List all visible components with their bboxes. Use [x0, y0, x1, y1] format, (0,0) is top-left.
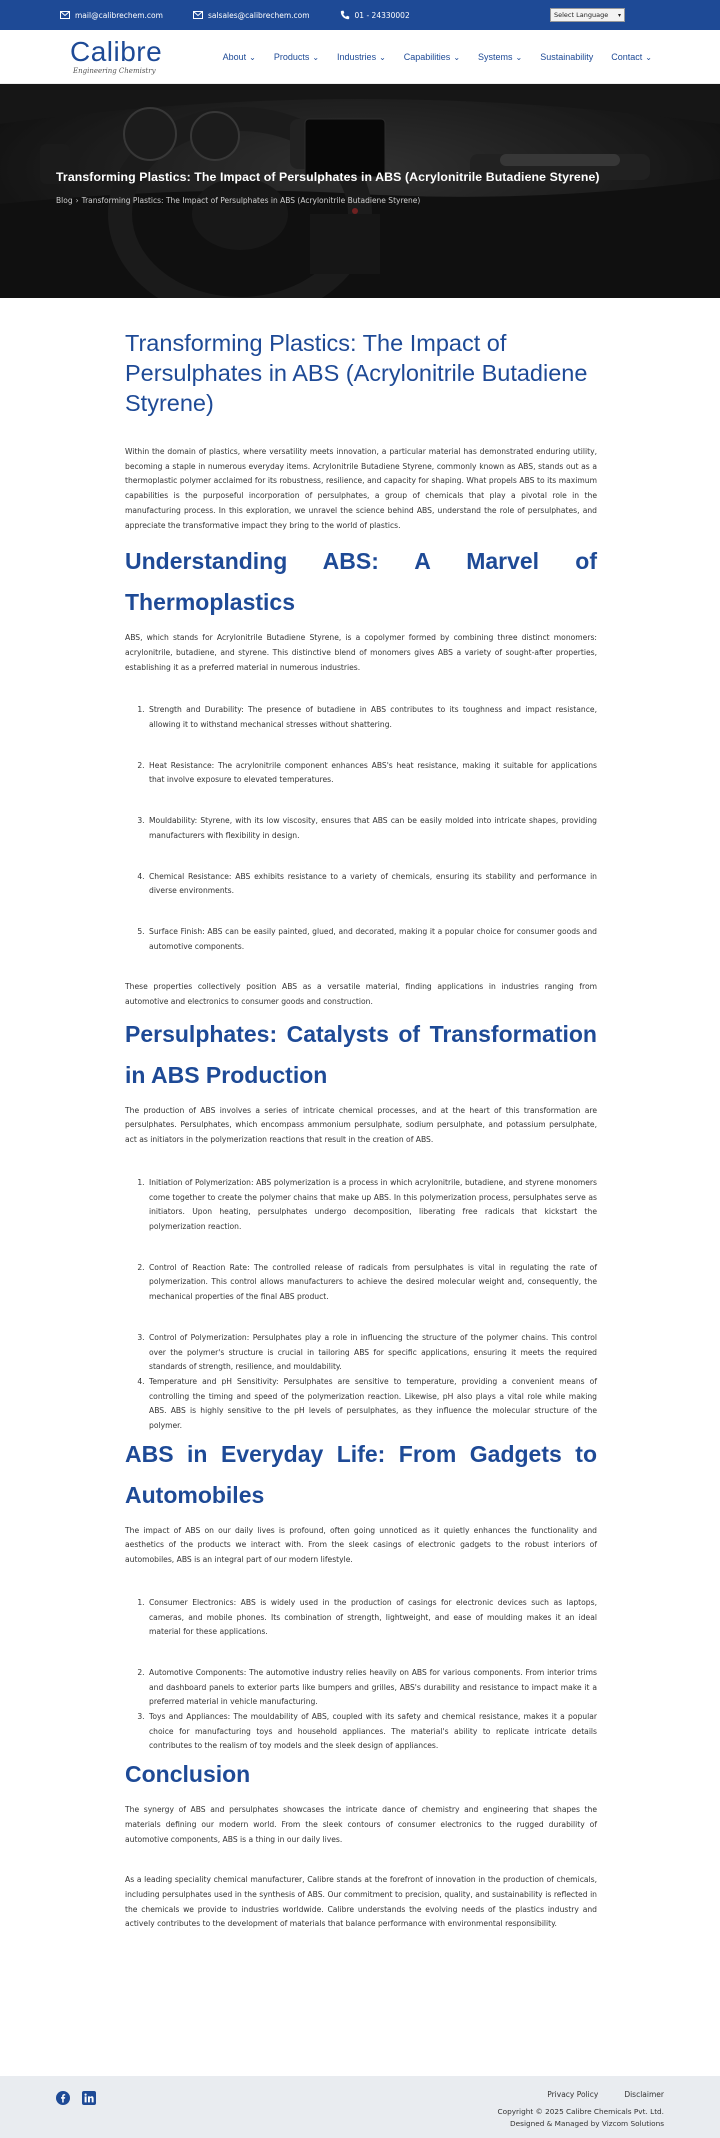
nav-menu [205, 30, 652, 84]
email-text-1: mail@calibrechem.com [75, 10, 163, 20]
section-heading-everyday-life: ABS in Everyday Life: From Gadgets to Automobiles [125, 1440, 597, 1508]
chevron-down-icon: ⌄ [645, 52, 652, 62]
nav-item-label: Sustainability [540, 52, 594, 62]
mail-icon [193, 10, 203, 20]
privacy-policy-link[interactable]: Privacy Policy [547, 2090, 599, 2099]
credit-text: Designed & Managed by Vizcom Solutions [510, 2119, 664, 2128]
list-item: 4. Temperature and pH Sensitivity: Persulphates are sensitive to temperature, providing a convenient means of controlling the timing and speed of the polymerization reaction. Likewise, pH also plays a vital role while making ABS. ABS is highly sensitive to the pH levels of persulphates, as they influence the molecular structure of the polymer. [147, 1375, 597, 1434]
hero-overlay [0, 84, 720, 298]
social-links [56, 2090, 108, 2104]
section-paragraph: The synergy of ABS and persulphates showcases the intricate dance of chemistry and engineering that shapes the materials defining our modern world. From the sleek contours of consumer electronics to the rugged durability of automotive components, ABS is a thing in our daily lives. [125, 1805, 597, 1844]
list-item: 3. Mouldability: Styrene, with its low viscosity, ensures that ABS can be easily molded into intricate shapes, providing manufacturers with flexibility in design. [147, 814, 597, 843]
footer-copyright [498, 2106, 664, 2130]
language-select-label: Select Language [554, 11, 609, 19]
chevron-down-icon: ⌄ [312, 52, 320, 62]
nav-item-label: Systems [478, 52, 513, 62]
breadcrumb-current: Transforming Plastics: The Impact of Persulphates in ABS (Acrylonitrile Butadiene Styrene) [81, 196, 421, 205]
nav-item-about[interactable] [223, 52, 256, 62]
section-paragraph: The production of ABS involves a series of intricate chemical processes, and at the heart of this transformation are persulphates. Persulphates, which encompass ammonium persulphate, sodium persulphate, and potassium persulphate, act as initiators in the polymerization reactions that result in the creation of ABS. [125, 1105, 597, 1145]
list-item: 3. Toys and Appliances: The mouldability of ABS, coupled with its safety and chemical resistance, makes it a popular choice for manufacturing toys and household appliances. The material's ability to replicate intricate details contributes to the realism of toy models and the sleek design of appliances. [147, 1710, 597, 1754]
article-content [125, 298, 597, 1932]
nav-item-label: About [222, 52, 247, 62]
hero-banner [0, 84, 720, 298]
list-item: 1. Strength and Durability: The presence of butadiene in ABS contributes to its toughness and impact resistance, allowing it to withstand mechanical stresses without shattering. [147, 703, 597, 732]
section-heading-persulphates: Persulphates: Catalysts of Transformation in ABS Production [125, 1020, 597, 1088]
section-paragraph: The impact of ABS on our daily lives is profound, often going unnoticed as it quietly enhances the functionality and aesthetics of the products we interact with. From the sleek casings of electronic gadgets to the robust interiors of automobiles, ABS is an integral part of our modern lifestyle. [125, 1525, 597, 1565]
breadcrumb [56, 196, 420, 205]
article-title: Transforming Plastics: The Impact of Persulphates in ABS (Acrylonitrile Butadiene Styrene) [125, 330, 588, 416]
nav-item-industries[interactable] [337, 52, 386, 62]
chevron-down-icon: ⌄ [453, 52, 461, 62]
section-paragraph: As a leading speciality chemical manufacturer, Calibre stands at the forefront of innovation in the production of chemicals, including persulphates used in the synthesis of ABS. Our commitment to precision, quality, and sustainability is reflected in the chemicals we provide to industries worldwide. Calibre understands the evolving needs of the plastics industry and actively contributes to the development of materials that balance performance with environmental responsibility. [125, 1875, 597, 1929]
list-item: 1. Initiation of Polymerization: ABS polymerization is a process in which acrylonitrile, butadiene, and styrene monomers come together to create the polymer chains that make up ABS. In this polymerization process, persulphates serve as initiators. Upon heating, persulphates undergo decomposition, liberating free radicals that kickstart the polymerization reaction. [147, 1176, 597, 1235]
article-intro: Within the domain of plastics, where versatility meets innovation, a particular material has demonstrated enduring utility, becoming a staple in numerous everyday items. Acrylonitrile Butadiene Styrene, commonly known as ABS, stands out as a thermoplastic polymer acclaimed for its robustness, resilience, and capacity for shaping. What propels ABS to its maximum capabilities is the purposeful incorporation of persulphates, a group of chemicals that play a pivotal role in the manufacturing process. In this exploration, we unravel the science behind ABS, understand the role of persulphates, and appreciate the transformative impact they bring to the world of plastics. [125, 447, 597, 530]
list-item: 3. Control of Polymerization: Persulphates play a role in influencing the structure of the polymer chains. This control over the polymer's structure is crucial in tailoring ABS for specific applications, ensuring it meets the required standards of strength, resilience, and mouldability. [147, 1331, 597, 1375]
facebook-icon[interactable] [56, 2090, 70, 2104]
nav-item-contact[interactable] [611, 52, 652, 62]
persulphate-roles-list [147, 1176, 597, 1434]
section-heading-understanding-abs: Understanding ABS: A Marvel of Thermoplastics [125, 548, 597, 616]
nav-item-capabilities[interactable] [404, 52, 460, 62]
email-link-2[interactable] [193, 10, 310, 20]
phone-link[interactable] [340, 10, 410, 20]
list-item: 2. Control of Reaction Rate: The controlled release of radicals from persulphates is vital in regulating the rate of polymerization. This control allows manufacturers to achieve the desired molecular weight and, consequently, the mechanical properties of the final ABS product. [147, 1261, 597, 1305]
logo-name: Calibre [70, 36, 163, 67]
phone-text: 01 - 24330002 [354, 10, 410, 20]
nav-item-sustainability[interactable] [540, 52, 593, 62]
language-select[interactable] [550, 8, 625, 22]
hero-title: Transforming Plastics: The Impact of Persulphates in ABS (Acrylonitrile Butadiene Styrene) [56, 170, 600, 184]
disclaimer-link[interactable]: Disclaimer [624, 2090, 664, 2099]
top-contact-bar [0, 0, 720, 30]
linkedin-icon[interactable] [82, 2090, 96, 2104]
list-item: 2. Heat Resistance: The acrylonitrile component enhances ABS's heat resistance, making it suitable for applications that involve exposure to elevated temperatures. [147, 759, 597, 788]
section-paragraph: ABS, which stands for Acrylonitrile Butadiene Styrene, is a copolymer formed by combining three distinct monomers: acrylonitrile, butadiene, and styrene. This distinctive blend of monomers gives ABS a variety of sought-after properties, establishing it as a preferred material in numerous industries. [125, 633, 597, 672]
section-paragraph: These properties collectively position ABS as a versatile material, finding applications in industries ranging from automotive and electronics to consumer goods and construction. [125, 982, 597, 1007]
footer-links [521, 2090, 664, 2099]
mail-icon [60, 10, 70, 20]
abs-applications-list [147, 1596, 597, 1754]
logo-tagline: Engineering Chemistry [73, 67, 156, 75]
list-item: 2. Automotive Components: The automotive industry relies heavily on ABS for various components. From interior trims and dashboard panels to exterior parts like bumpers and grilles, ABS's durability and resistance to impact make it a preferred material in vehicle manufacturing. [147, 1666, 597, 1710]
chevron-down-icon: ▾ [617, 11, 621, 19]
nav-item-label: Industries [337, 52, 377, 62]
list-item: 5. Surface Finish: ABS can be easily painted, glued, and decorated, making it a popular choice for consumer goods and automotive components. [147, 925, 597, 954]
abs-properties-list [147, 703, 597, 954]
main-navigation [0, 30, 720, 84]
section-heading-conclusion: Conclusion [125, 1761, 251, 1788]
list-item: 4. Chemical Resistance: ABS exhibits resistance to a variety of chemicals, ensuring its stability and performance in diverse environments. [147, 870, 597, 899]
nav-item-label: Capabilities [403, 52, 451, 62]
email-text-2: salsales@calibrechem.com [207, 10, 310, 20]
nav-item-label: Contact [611, 52, 643, 62]
chevron-down-icon: ⌄ [249, 52, 256, 62]
nav-item-products[interactable] [274, 52, 319, 62]
breadcrumb-home-link[interactable]: Blog [56, 196, 73, 205]
breadcrumb-separator: › [75, 196, 79, 205]
nav-item-systems[interactable] [478, 52, 522, 62]
list-item: 1. Consumer Electronics: ABS is widely used in the production of casings for electronic devices such as laptops, cameras, and mobile phones. Its combination of strength, lightweight, and ease of moulding makes it an ideal material for these applications. [147, 1596, 597, 1640]
nav-item-label: Products [273, 52, 310, 62]
chevron-down-icon: ⌄ [515, 52, 523, 62]
site-footer [0, 2076, 720, 2138]
chevron-down-icon: ⌄ [379, 52, 386, 62]
company-logo[interactable] [70, 38, 162, 75]
copyright-text: Copyright © 2025 Calibre Chemicals Pvt. Ltd. [497, 2107, 664, 2116]
email-link-1[interactable] [60, 10, 163, 20]
phone-icon [340, 10, 350, 20]
